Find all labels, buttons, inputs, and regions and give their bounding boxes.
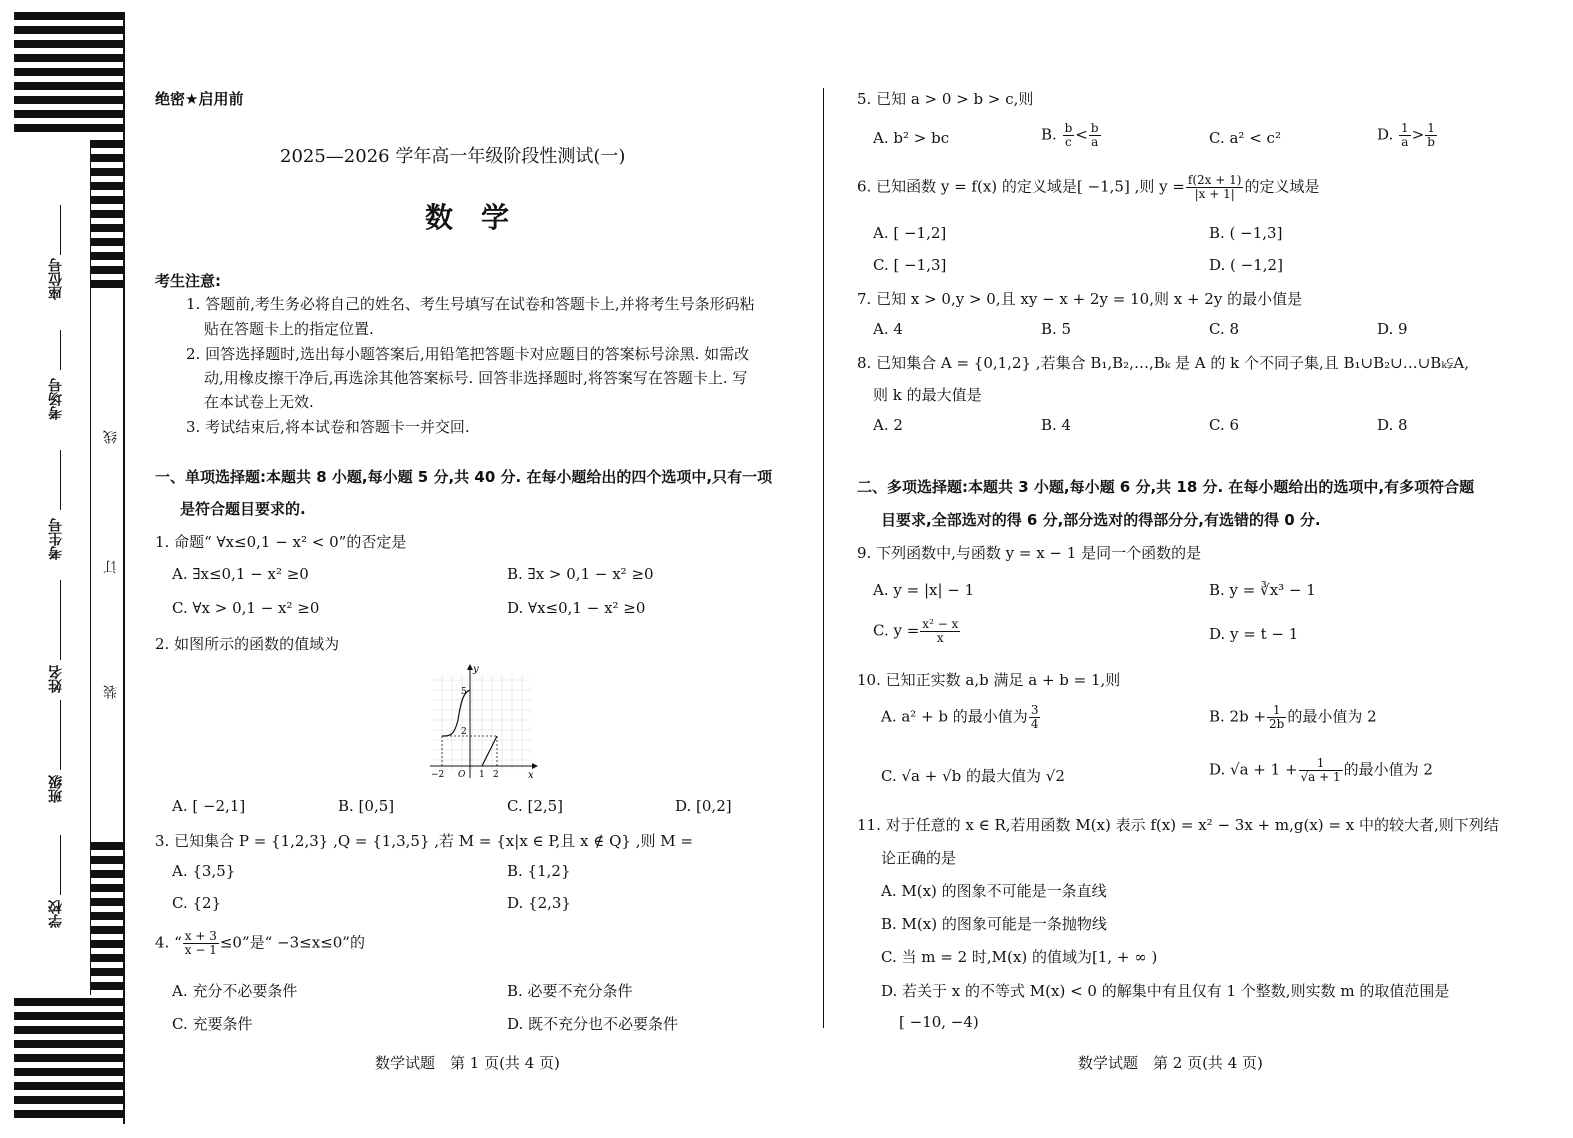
q11-stem-cont: 论正确的是 (881, 849, 957, 867)
notice-item: 2. 回答选择题时,选出每小题答案后,用铅笔把答题卡对应题目的答案标号涂黑. 如需改 (186, 345, 750, 363)
q2-function-graph (420, 660, 545, 782)
q6-option-c: C. [ −1,3] (873, 256, 947, 274)
notice-item: 贴在答题卡上的指定位置. (204, 320, 374, 338)
page1-footer: 数学试题 第 1 页(共 4 页) (375, 1054, 560, 1072)
q2-option-d: D. [0,2] (675, 797, 732, 815)
q1-option-b: B. ∃x > 0,1 − x² ≥0 (507, 565, 654, 583)
section1-heading-cont: 是符合题目要求的. (180, 500, 306, 518)
section2-heading-cont: 目要求,全部选对的得 6 分,部分选对的得部分分,有选错的得 0 分. (881, 511, 1321, 529)
q8-option-d: D. 8 (1377, 416, 1408, 434)
q7-option-d: D. 9 (1377, 320, 1408, 338)
q5-option-c: C. a² < c² (1209, 129, 1281, 147)
q4-option-a: A. 充分不必要条件 (172, 982, 298, 1000)
q8-stem: 8. 已知集合 A = {0,1,2} ,若集合 B₁,B₂,…,Bₖ 是 A 的 k 个不同子集,且 B₁∪B₂∪…∪Bₖ⫋A, (857, 354, 1469, 372)
q3-stem: 3. 已知集合 P = {1,2,3} ,Q = {1,3,5} ,若 M = {x|x ∈ P,且 x ∉ Q} ,则 M = (155, 832, 693, 850)
q1-option-c: C. ∀x > 0,1 − x² ≥0 (172, 599, 320, 617)
q8-option-a: A. 2 (873, 416, 903, 434)
graph-tick-1: 1 (479, 770, 485, 780)
q2-option-c: C. [2,5] (507, 797, 564, 815)
q5-stem: 5. 已知 a > 0 > b > c,则 (857, 90, 1034, 108)
notice-item: 在本试卷上无效. (204, 393, 314, 411)
cut-line-ding: 订 (103, 560, 119, 574)
secret-label: 绝密★启用前 (155, 90, 244, 108)
q11-option-a: A. M(x) 的图象不可能是一条直线 (881, 882, 1107, 900)
q11-option-b: B. M(x) 的图象可能是一条抛物线 (881, 915, 1107, 933)
q7-option-a: A. 4 (873, 320, 903, 338)
q9-option-d: D. y = t − 1 (1209, 625, 1299, 643)
q8-stem-cont: 则 k 的最大值是 (873, 386, 982, 404)
graph-tick-x2: 2 (493, 770, 499, 780)
q4-option-b: B. 必要不充分条件 (507, 982, 633, 1000)
q4-stem: 4. “ $\frac{x + 3}{x - 1}$ ≤0”是“ −3≤x≤0”的 (155, 929, 365, 957)
q9-option-b: B. y = ∛x³ − 1 (1209, 581, 1316, 599)
notice-item: 3. 考试结束后,将本试卷和答题卡一并交回. (186, 418, 470, 436)
q10-option-d: D. √a + 1 + $\frac{1}{√a + 1}$ 的最小值为 2 (1209, 756, 1433, 784)
q7-option-c: C. 8 (1209, 320, 1240, 338)
exam-title: 2025—2026 学年高一年级阶段性测试(一) (280, 146, 626, 167)
seat-label: 座位号 (48, 258, 64, 300)
graph-x-label: x (528, 770, 534, 781)
notice-heading: 考生注意: (155, 272, 221, 290)
q9-stem: 9. 下列函数中,与函数 y = x − 1 是同一个函数的是 (857, 544, 1202, 562)
column-divider (823, 88, 824, 1028)
q10-option-c: C. √a + √b 的最大值为 √2 (881, 767, 1065, 785)
q3-option-d: D. {2,3} (507, 894, 571, 912)
graph-tick-neg2: −2 (431, 770, 445, 780)
cut-line-zhuang: 装 (103, 685, 119, 699)
q5-option-d: D. $\frac{1}{a}$ > $\frac{1}{b}$ (1377, 121, 1435, 149)
q1-option-a: A. ∃x≤0,1 − x² ≥0 (172, 565, 309, 583)
class-label: 班级 (48, 775, 64, 803)
graph-y-label: y (473, 664, 479, 675)
q1-option-d: D. ∀x≤0,1 − x² ≥0 (507, 599, 646, 617)
segment-right (482, 736, 497, 766)
section1-heading: 一、单项选择题:本题共 8 小题,每小题 5 分,共 40 分. 在每小题给出的四个选项中,只有一项 (155, 468, 773, 486)
q2-option-b: B. [0,5] (338, 797, 395, 815)
graph-tick-2: 2 (461, 727, 467, 737)
q1-stem: 1. 命题“ ∀x≤0,1 − x² < 0”的否定是 (155, 533, 407, 551)
graph-tick-5: 5 (461, 687, 467, 697)
page2-footer: 数学试题 第 2 页(共 4 页) (1078, 1054, 1263, 1072)
q7-stem: 7. 已知 x > 0,y > 0,且 xy − x + 2y = 10,则 x + 2y 的最小值是 (857, 290, 1303, 308)
q9-option-a: A. y = |x| − 1 (873, 581, 975, 599)
q6-option-b: B. ( −1,3] (1209, 224, 1283, 242)
notice-item: 动,用橡皮擦干净后,再选涂其他答案标号. 回答非选择题时,将答案写在答题卡上. 写 (204, 369, 748, 387)
q10-option-a: A. a² + b 的最小值为 $\frac{3}{4}$ (881, 703, 1039, 731)
q5-option-a: A. b² > bc (873, 129, 950, 147)
notice-item: 1. 答题前,考生务必将自己的姓名、考生号填写在试卷和答题卡上,并将考生号条形码粘 (186, 295, 755, 313)
q8-option-b: B. 4 (1041, 416, 1072, 434)
q11-stem: 11. 对于任意的 x ∈ R,若用函数 M(x) 表示 f(x) = x² − 3x + m,g(x) = x 中的较大者,则下列结 (857, 816, 1499, 834)
q7-option-b: B. 5 (1041, 320, 1072, 338)
q10-option-b: B. 2b + $\frac{1}{2b}$ 的最小值为 2 (1209, 703, 1377, 731)
q4-option-d: D. 既不充分也不必要条件 (507, 1015, 679, 1033)
graph-origin: O (458, 770, 466, 780)
q5-option-b: B. $\frac{b}{c}$ < $\frac{b}{a}$ (1041, 121, 1099, 149)
room-label: 考场号 (48, 378, 64, 420)
q4-option-c: C. 充要条件 (172, 1015, 253, 1033)
school-label: 学校 (48, 900, 64, 928)
q6-option-d: D. ( −1,2] (1209, 256, 1283, 274)
q9-option-c: C. y = $\frac{\text{x² − x}}{x}$ (873, 617, 959, 645)
q11-option-d-cont: [ −10, −4) (899, 1013, 979, 1031)
exam-no-label: 考生号 (48, 518, 64, 560)
q2-option-a: A. [ −2,1] (172, 797, 246, 815)
q8-option-c: C. 6 (1209, 416, 1240, 434)
q11-option-d: D. 若关于 x 的不等式 M(x) < 0 的解集中有且仅有 1 个整数,则实数 m 的取值范围是 (881, 982, 1450, 1000)
name-label: 姓名 (48, 665, 64, 693)
q6-option-a: A. [ −1,2] (873, 224, 947, 242)
subject-title: 数 学 (425, 201, 510, 234)
q3-option-a: A. {3,5} (172, 862, 236, 880)
q3-option-c: C. {2} (172, 894, 222, 912)
q6-stem: 6. 已知函数 y = f(x) 的定义域是[ −1,5] ,则 y = $\frac{f(2x + 1)}{|x + 1|}$ 的定义域是 (857, 173, 1320, 201)
q10-stem: 10. 已知正实数 a,b 满足 a + b = 1,则 (857, 671, 1121, 689)
section2-heading: 二、多项选择题:本题共 3 小题,每小题 6 分,共 18 分. 在每小题给出的选项中,有多项符合题 (857, 478, 1475, 496)
cut-line-xian: 线 (103, 430, 119, 444)
q11-option-c: C. 当 m = 2 时,M(x) 的值域为[1, + ∞ ) (881, 948, 1158, 966)
q3-option-b: B. {1,2} (507, 862, 571, 880)
q2-stem: 2. 如图所示的函数的值域为 (155, 635, 340, 653)
